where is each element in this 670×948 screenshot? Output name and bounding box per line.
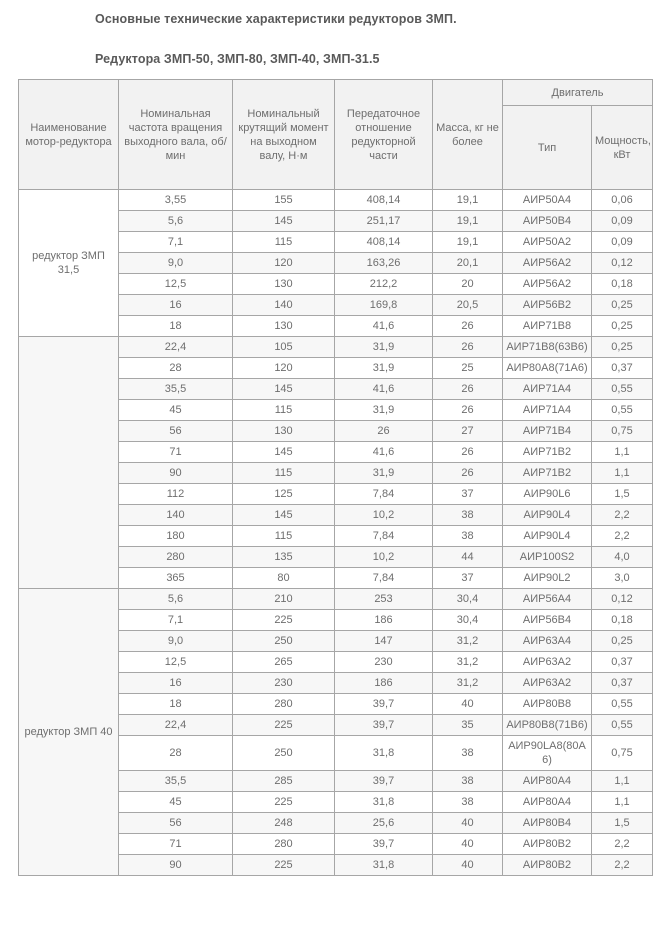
cell-mass: 26 (433, 442, 503, 463)
cell-mass: 38 (433, 771, 503, 792)
cell-mass: 19,1 (433, 232, 503, 253)
cell-speed: 16 (119, 295, 233, 316)
cell-torque: 120 (233, 358, 335, 379)
cell-mass: 20,5 (433, 295, 503, 316)
cell-power: 0,12 (592, 589, 653, 610)
cell-torque: 130 (233, 421, 335, 442)
cell-torque: 105 (233, 337, 335, 358)
cell-power: 2,2 (592, 505, 653, 526)
cell-type: АИР63А2 (503, 652, 592, 673)
cell-type: АИР50А4 (503, 190, 592, 211)
cell-mass: 26 (433, 400, 503, 421)
cell-torque: 130 (233, 316, 335, 337)
cell-speed: 180 (119, 526, 233, 547)
cell-mass: 26 (433, 316, 503, 337)
cell-mass: 30,4 (433, 589, 503, 610)
cell-torque: 115 (233, 232, 335, 253)
cell-type: АИР90LА8(80А6) (503, 736, 592, 771)
cell-torque: 230 (233, 673, 335, 694)
cell-power: 0,55 (592, 379, 653, 400)
cell-speed: 45 (119, 792, 233, 813)
cell-speed: 22,4 (119, 715, 233, 736)
cell-power: 0,18 (592, 610, 653, 631)
cell-torque: 115 (233, 400, 335, 421)
cell-speed: 18 (119, 694, 233, 715)
cell-speed: 18 (119, 316, 233, 337)
cell-torque: 250 (233, 736, 335, 771)
cell-mass: 38 (433, 792, 503, 813)
cell-type: АИР56В2 (503, 295, 592, 316)
cell-ratio: 41,6 (335, 316, 433, 337)
cell-type: АИР71В2 (503, 463, 592, 484)
cell-type: АИР80В2 (503, 834, 592, 855)
header-torque: Номинальный крутящий момент на выходном валу, Н·м (233, 80, 335, 190)
cell-ratio: 7,84 (335, 568, 433, 589)
cell-type: АИР90L4 (503, 526, 592, 547)
cell-power: 1,5 (592, 813, 653, 834)
cell-speed: 45 (119, 400, 233, 421)
cell-mass: 25 (433, 358, 503, 379)
cell-power: 2,2 (592, 855, 653, 876)
cell-speed: 71 (119, 834, 233, 855)
cell-ratio: 147 (335, 631, 433, 652)
header-motor: Двигатель (503, 80, 653, 106)
cell-ratio: 408,14 (335, 190, 433, 211)
cell-power: 1,1 (592, 442, 653, 463)
table-row (19, 190, 653, 211)
cell-mass: 31,2 (433, 631, 503, 652)
cell-speed: 9,0 (119, 631, 233, 652)
cell-speed: 112 (119, 484, 233, 505)
cell-power: 0,25 (592, 337, 653, 358)
cell-power: 0,37 (592, 358, 653, 379)
cell-torque: 210 (233, 589, 335, 610)
cell-mass: 38 (433, 505, 503, 526)
cell-type: АИР71В4 (503, 421, 592, 442)
cell-mass: 40 (433, 834, 503, 855)
cell-type: АИР71В8(63В6) (503, 337, 592, 358)
cell-power: 1,1 (592, 792, 653, 813)
cell-ratio: 39,7 (335, 834, 433, 855)
table-header (19, 80, 653, 190)
cell-ratio: 39,7 (335, 771, 433, 792)
cell-ratio: 25,6 (335, 813, 433, 834)
cell-power: 2,2 (592, 834, 653, 855)
page-title: Основные технические характеристики редукторов ЗМП. (95, 12, 457, 26)
cell-ratio: 186 (335, 673, 433, 694)
cell-ratio: 186 (335, 610, 433, 631)
cell-speed: 7,1 (119, 232, 233, 253)
cell-power: 0,37 (592, 652, 653, 673)
cell-power: 3,0 (592, 568, 653, 589)
cell-torque: 140 (233, 295, 335, 316)
cell-mass: 38 (433, 736, 503, 771)
cell-ratio: 41,6 (335, 379, 433, 400)
cell-type: АИР71А4 (503, 400, 592, 421)
cell-speed: 280 (119, 547, 233, 568)
cell-speed: 56 (119, 813, 233, 834)
cell-mass: 35 (433, 715, 503, 736)
cell-type: АИР63А4 (503, 631, 592, 652)
cell-ratio: 31,8 (335, 792, 433, 813)
cell-power: 0,18 (592, 274, 653, 295)
cell-speed: 3,55 (119, 190, 233, 211)
cell-mass: 31,2 (433, 652, 503, 673)
table-row (19, 337, 653, 358)
cell-power: 1,1 (592, 463, 653, 484)
cell-ratio: 253 (335, 589, 433, 610)
cell-ratio: 26 (335, 421, 433, 442)
cell-speed: 12,5 (119, 652, 233, 673)
cell-ratio: 31,9 (335, 463, 433, 484)
cell-torque: 285 (233, 771, 335, 792)
cell-ratio: 10,2 (335, 505, 433, 526)
cell-power: 4,0 (592, 547, 653, 568)
cell-power: 0,37 (592, 673, 653, 694)
cell-mass: 40 (433, 694, 503, 715)
cell-type: АИР56А4 (503, 589, 592, 610)
cell-type: АИР90L4 (503, 505, 592, 526)
cell-mass: 26 (433, 463, 503, 484)
cell-torque: 130 (233, 274, 335, 295)
cell-mass: 31,2 (433, 673, 503, 694)
cell-mass: 44 (433, 547, 503, 568)
cell-power: 0,12 (592, 253, 653, 274)
cell-speed: 9,0 (119, 253, 233, 274)
cell-mass: 20 (433, 274, 503, 295)
cell-mass: 26 (433, 379, 503, 400)
cell-power: 2,2 (592, 526, 653, 547)
cell-ratio: 39,7 (335, 694, 433, 715)
cell-ratio: 31,9 (335, 358, 433, 379)
cell-ratio: 31,9 (335, 400, 433, 421)
cell-torque: 280 (233, 834, 335, 855)
cell-power: 0,25 (592, 295, 653, 316)
cell-torque: 225 (233, 855, 335, 876)
cell-torque: 145 (233, 442, 335, 463)
header-name: Наименование мотор-редуктора (19, 80, 119, 190)
cell-mass: 30,4 (433, 610, 503, 631)
cell-type: АИР80В4 (503, 813, 592, 834)
cell-torque: 115 (233, 463, 335, 484)
cell-power: 0,06 (592, 190, 653, 211)
cell-ratio: 408,14 (335, 232, 433, 253)
cell-type: АИР80А4 (503, 771, 592, 792)
header-row-top (19, 80, 653, 106)
cell-speed: 7,1 (119, 610, 233, 631)
cell-type: АИР56В4 (503, 610, 592, 631)
cell-mass: 27 (433, 421, 503, 442)
cell-type: АИР90L2 (503, 568, 592, 589)
cell-torque: 155 (233, 190, 335, 211)
cell-ratio: 31,8 (335, 736, 433, 771)
cell-type: АИР56А2 (503, 253, 592, 274)
cell-speed: 140 (119, 505, 233, 526)
cell-power: 0,25 (592, 631, 653, 652)
cell-speed: 16 (119, 673, 233, 694)
cell-torque: 145 (233, 211, 335, 232)
cell-mass: 37 (433, 568, 503, 589)
cell-ratio: 7,84 (335, 526, 433, 547)
cell-type: АИР90L6 (503, 484, 592, 505)
cell-speed: 5,6 (119, 211, 233, 232)
reducer-spec-table (18, 79, 653, 876)
cell-type: АИР71В8 (503, 316, 592, 337)
cell-power: 0,55 (592, 715, 653, 736)
cell-torque: 120 (233, 253, 335, 274)
cell-torque: 145 (233, 505, 335, 526)
cell-mass: 19,1 (433, 190, 503, 211)
cell-speed: 35,5 (119, 379, 233, 400)
cell-torque: 135 (233, 547, 335, 568)
cell-speed: 12,5 (119, 274, 233, 295)
cell-speed: 28 (119, 736, 233, 771)
cell-speed: 35,5 (119, 771, 233, 792)
cell-ratio: 10,2 (335, 547, 433, 568)
cell-type: АИР80В2 (503, 855, 592, 876)
cell-type: АИР50В4 (503, 211, 592, 232)
cell-speed: 56 (119, 421, 233, 442)
cell-type: АИР80В8 (503, 694, 592, 715)
cell-torque: 225 (233, 715, 335, 736)
header-speed: Номинальная частота вращения выходного вала, об/ мин (119, 80, 233, 190)
cell-type: АИР56А2 (503, 274, 592, 295)
cell-mass: 26 (433, 337, 503, 358)
group-name-cell: редуктор ЗМП 31,5 (19, 190, 119, 337)
cell-power: 1,1 (592, 771, 653, 792)
header-motor-type: Тип (503, 106, 592, 190)
cell-torque: 248 (233, 813, 335, 834)
cell-type: АИР71В2 (503, 442, 592, 463)
cell-type: АИР100S2 (503, 547, 592, 568)
cell-power: 0,55 (592, 400, 653, 421)
cell-ratio: 41,6 (335, 442, 433, 463)
cell-type: АИР50А2 (503, 232, 592, 253)
cell-torque: 265 (233, 652, 335, 673)
header-motor-power: Мощность, кВт (592, 106, 653, 190)
cell-speed: 71 (119, 442, 233, 463)
cell-type: АИР80А4 (503, 792, 592, 813)
cell-type: АИР80А8(71А6) (503, 358, 592, 379)
cell-mass: 40 (433, 813, 503, 834)
cell-speed: 365 (119, 568, 233, 589)
cell-ratio: 39,7 (335, 715, 433, 736)
cell-power: 0,75 (592, 736, 653, 771)
group-name-cell: редуктор ЗМП 40 (19, 589, 119, 876)
cell-ratio: 212,2 (335, 274, 433, 295)
cell-type: АИР63А2 (503, 673, 592, 694)
cell-power: 0,09 (592, 232, 653, 253)
cell-mass: 40 (433, 855, 503, 876)
cell-power: 0,25 (592, 316, 653, 337)
header-ratio: Передаточное отношение редукторной части (335, 80, 433, 190)
cell-speed: 28 (119, 358, 233, 379)
group-name-cell (19, 337, 119, 589)
cell-power: 1,5 (592, 484, 653, 505)
cell-speed: 5,6 (119, 589, 233, 610)
cell-torque: 280 (233, 694, 335, 715)
cell-type: АИР80В8(71В6) (503, 715, 592, 736)
table-body (19, 190, 653, 876)
cell-ratio: 31,9 (335, 337, 433, 358)
cell-type: АИР71А4 (503, 379, 592, 400)
header-mass: Масса, кг не более (433, 80, 503, 190)
page-subtitle: Редуктора ЗМП-50, ЗМП-80, ЗМП-40, ЗМП-31.5 (95, 52, 380, 66)
table-row (19, 589, 653, 610)
cell-torque: 225 (233, 610, 335, 631)
cell-torque: 115 (233, 526, 335, 547)
cell-torque: 250 (233, 631, 335, 652)
cell-power: 0,75 (592, 421, 653, 442)
cell-ratio: 163,26 (335, 253, 433, 274)
cell-power: 0,55 (592, 694, 653, 715)
cell-ratio: 31,8 (335, 855, 433, 876)
cell-torque: 80 (233, 568, 335, 589)
cell-speed: 90 (119, 463, 233, 484)
cell-ratio: 169,8 (335, 295, 433, 316)
cell-mass: 19,1 (433, 211, 503, 232)
cell-power: 0,09 (592, 211, 653, 232)
cell-ratio: 251,17 (335, 211, 433, 232)
cell-ratio: 230 (335, 652, 433, 673)
cell-mass: 20,1 (433, 253, 503, 274)
cell-torque: 225 (233, 792, 335, 813)
cell-mass: 38 (433, 526, 503, 547)
cell-torque: 125 (233, 484, 335, 505)
cell-torque: 145 (233, 379, 335, 400)
cell-mass: 37 (433, 484, 503, 505)
cell-speed: 90 (119, 855, 233, 876)
cell-ratio: 7,84 (335, 484, 433, 505)
cell-speed: 22,4 (119, 337, 233, 358)
